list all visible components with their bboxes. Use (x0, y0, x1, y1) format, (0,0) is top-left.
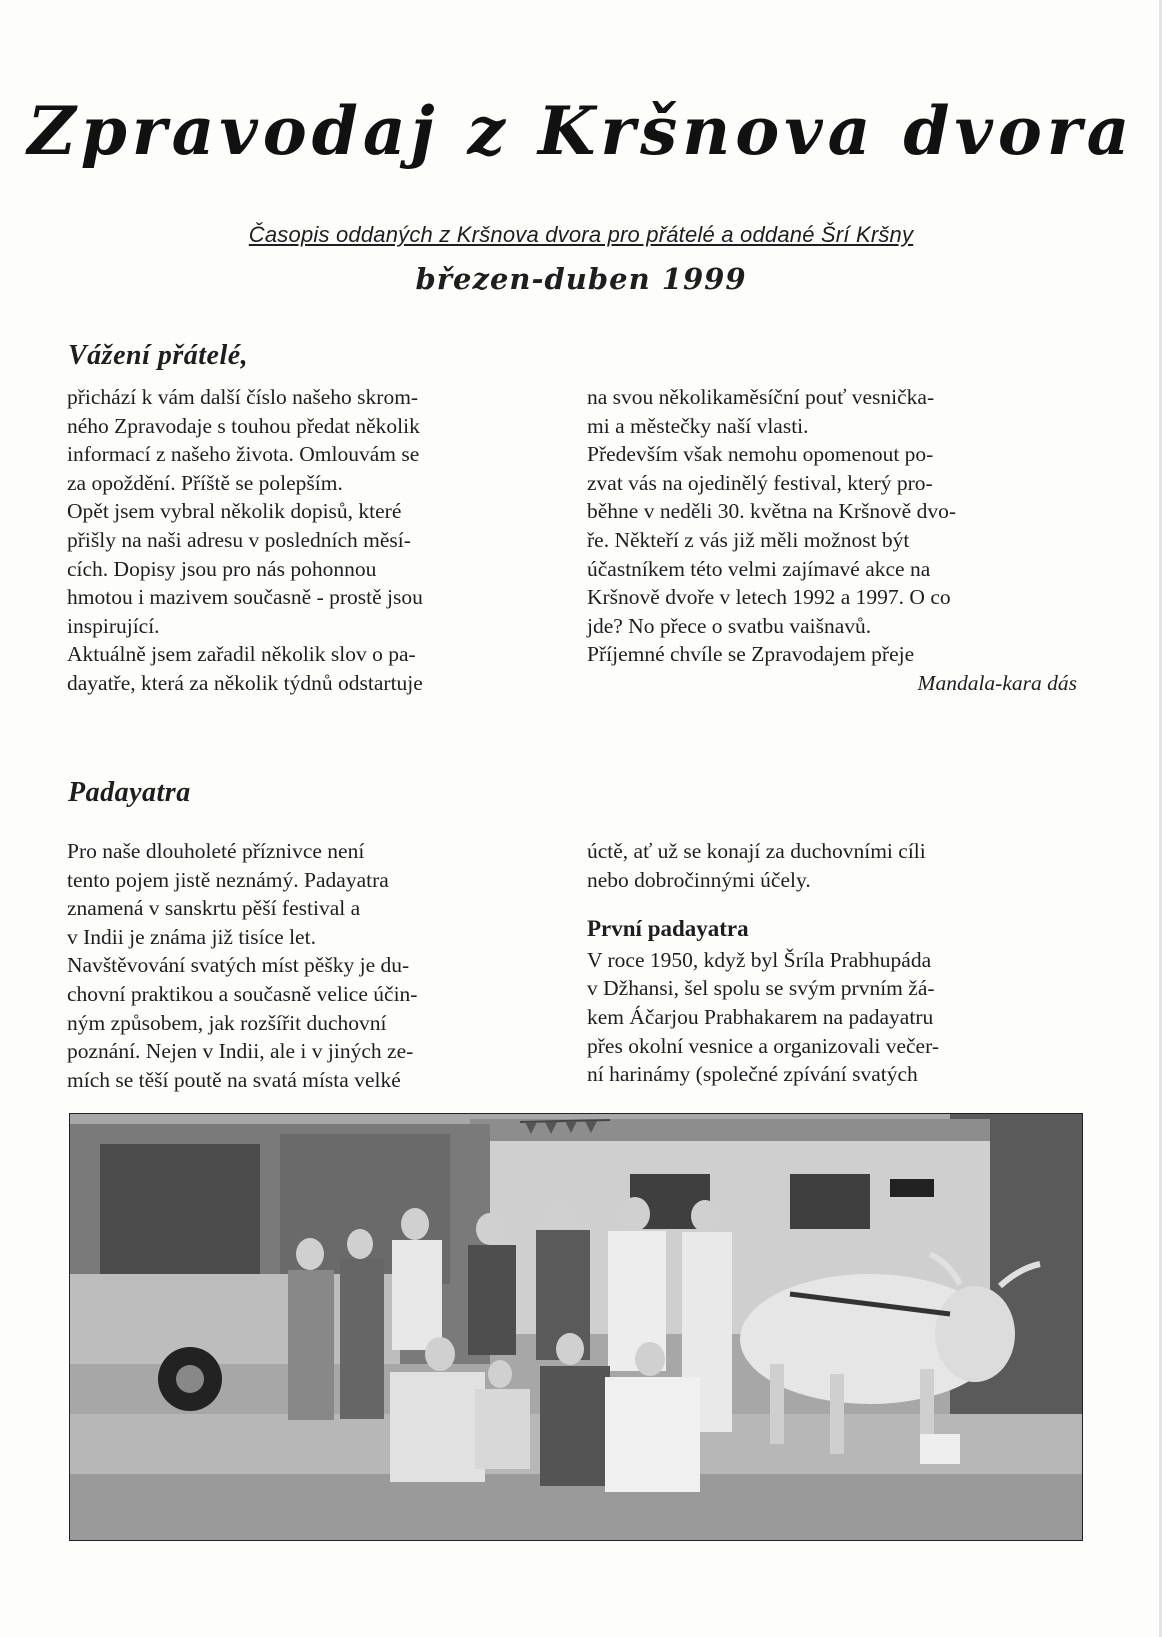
text-line: Pro naše dlouholeté příznivce není (67, 839, 365, 863)
text-line: v Indii je známa již tisíce let. (67, 924, 316, 949)
text-line: na svou několikaměsíční pouť vesnička- (587, 385, 935, 409)
photo-illustration (70, 1114, 1082, 1540)
text-line: Aktuálně jsem zařadil několik slov o pa- (67, 642, 416, 667)
intro-right-column (587, 383, 1077, 698)
text-line: tento pojem jistě neznámý. Padayatra (67, 867, 389, 892)
text-line: ní harinámy (společné zpívání svatých (587, 1062, 918, 1087)
padayatra-heading: Padayatra (68, 777, 191, 808)
text-line: ného Zpravodaje s touhou předat několik (67, 413, 420, 438)
text-line: přichází k vám další číslo našeho skrom- (67, 385, 419, 409)
text-line: ře. Někteří z vás již měli možnost být (587, 527, 910, 552)
text-line: za opoždění. Příště se polepším. (67, 470, 343, 495)
text-line: přes okolní vesnice a organizovali večer- (587, 1033, 939, 1058)
text-line: inspirující. (67, 613, 160, 638)
subtitle: Časopis oddaných z Kršnova dvora pro přátelé a oddané Šrí Kršny (248, 222, 914, 247)
text-line: jde? No přece o svatbu vaišnavů. (587, 613, 872, 638)
text-line: v Džhansi, šel spolu se svým prvním žá- (587, 976, 935, 1001)
first-padayatra-subheading: První padayatra (587, 916, 749, 942)
masthead-title: Zpravodaj z Kršnova dvora (27, 92, 1135, 170)
text-line: kem Áčarjou Prabhakarem na padayatru (587, 1004, 934, 1029)
text-line: Kršnově dvoře v letech 1992 a 1997. O co (587, 585, 951, 610)
text-line: účastníkem této velmi zajímavé akce na (587, 556, 931, 581)
padayatra-left-column (67, 837, 557, 1094)
text-line: nebo dobročinnými účely. (587, 867, 811, 892)
text-line: mi a městečky naší vlasti. (587, 413, 809, 438)
text-line: chovní praktikou a současně velice účin- (67, 981, 418, 1006)
text-line: znamená v sanskrtu pěší festival a (67, 896, 361, 921)
text-line: V roce 1950, když byl Šríla Prabhupáda (587, 947, 932, 972)
signature: Mandala-kara dás (917, 670, 1077, 695)
text-line: Především však nemohu opomenout po- (587, 442, 934, 467)
text-line: úctě, ať už se konají za duchovními cíli (587, 839, 926, 863)
text-line: přišly na naši adresu v posledních měsí- (67, 527, 411, 552)
text-line: Příjemné chvíle se Zpravodajem přeje (587, 642, 915, 667)
text-line: Opět jsem vybral několik dopisů, které (67, 499, 402, 524)
issue-date: březen-duben 1999 (415, 262, 747, 296)
intro-heading: Vážení přátelé, (68, 340, 249, 371)
text-line: běhne v neděli 30. května na Kršnově dvo- (587, 499, 956, 524)
text-line: ným způsobem, jak rozšířit duchovní (67, 1010, 387, 1035)
text-line: dayatře, která za několik týdnů odstartuje (67, 670, 423, 695)
text-line: informací z našeho života. Omlouvám se (67, 442, 420, 467)
text-line: zvat vás na ojedinělý festival, který pro- (587, 470, 933, 495)
padayatra-group-photo (69, 1113, 1083, 1541)
padayatra-right-column (587, 837, 1077, 1089)
text-line: hmotou i mazivem současně - prostě jsou (67, 585, 423, 610)
text-line: Navštěvování svatých míst pěšky je du- (67, 953, 410, 978)
intro-left-column (67, 383, 557, 698)
text-line: poznání. Nejen v Indii, ale i v jiných ze- (67, 1039, 414, 1064)
text-line: cích. Dopisy jsou pro nás pohonnou (67, 556, 377, 581)
text-line: mích se těší poutě na svatá místa velké (67, 1067, 401, 1092)
